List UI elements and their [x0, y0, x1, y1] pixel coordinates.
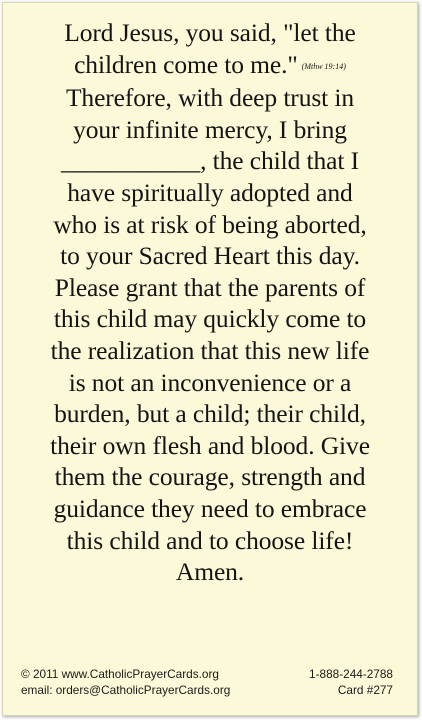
prayer-card — [2, 2, 418, 716]
prayer-line: your infinite mercy, I bring — [73, 114, 347, 144]
card-number: Card #277 — [337, 683, 393, 697]
prayer-line: Lord Jesus, you said, "let the — [64, 18, 356, 47]
prayer-line: them the courage, strength and — [54, 462, 366, 492]
prayer-line: burden, but a child; their child, — [54, 399, 366, 429]
prayer-line: Therefore, with deep trust in — [65, 83, 355, 113]
prayer-line-blank: ___________, the child that I — [60, 146, 360, 176]
prayer-line: the realization that this new life — [50, 335, 370, 365]
prayer-amen: Amen. — [175, 557, 245, 587]
phone-number: 1-888-244-2788 — [309, 667, 393, 681]
prayer-line: have spiritually adopted and — [67, 177, 353, 207]
prayer-line: Please grant that the parents of — [54, 272, 366, 302]
prayer-line: is not an inconvenience or a — [68, 367, 352, 397]
email-text: email: orders@CatholicPrayerCards.org — [21, 683, 231, 697]
copyright-text: © 2011 www.CatholicPrayerCards.org — [21, 667, 219, 681]
prayer-line: who is at risk of being aborted, — [53, 209, 367, 239]
prayer-line — [11, 49, 409, 83]
prayer-line: their own flesh and blood. Give — [50, 430, 370, 460]
prayer-line: guidance they need to embrace — [53, 493, 367, 523]
prayer-text — [11, 17, 409, 588]
prayer-line-text: children come to me." — [74, 49, 298, 79]
prayer-line: to your Sacred Heart this day. — [60, 241, 360, 271]
prayer-line: this child and to choose life! — [66, 525, 354, 555]
prayer-line: this child may quickly come to — [53, 304, 367, 334]
scripture-citation: (Mthw 19:14) — [301, 61, 346, 71]
